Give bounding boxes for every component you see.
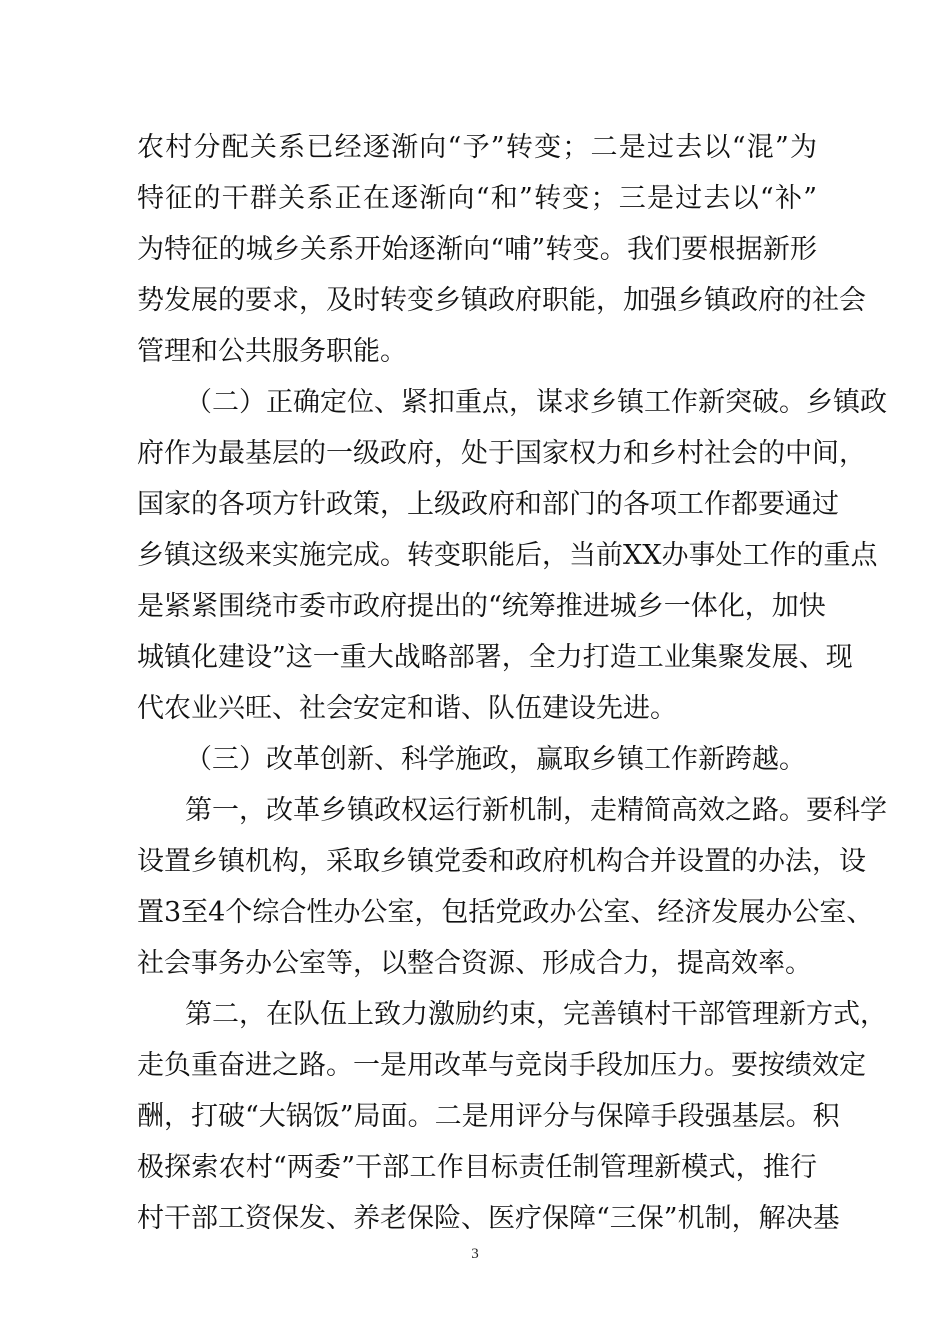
text-line: 设置乡镇机构，采取乡镇党委和政府机构合并设置的办法，设 [137, 846, 866, 877]
text-line: 代农业兴旺、社会安定和谐、队伍建设先进。 [137, 693, 677, 724]
text-line: 置3至4个综合性办公室，包括党政办公室、经济发展办公室、 [137, 897, 874, 928]
text-line: 是紧紧围绕市委市政府提出的“统筹推进城乡一体化，加快 [137, 591, 826, 622]
text-line: （三）改革创新、科学施政，赢取乡镇工作新跨越。 [185, 744, 806, 775]
text-line: 特征的干群关系正在逐渐向“和”转变；三是过去以“补” [137, 183, 817, 214]
text-line: 农村分配关系已经逐渐向“予”转变；二是过去以“混”为 [137, 132, 817, 163]
text-line: 为特征的城乡关系开始逐渐向“哺”转变。我们要根据新形 [137, 234, 817, 265]
text-line: 酬，打破“大锅饭”局面。二是用评分与保障手段强基层。积 [137, 1101, 840, 1132]
text-line: 走负重奋进之路。一是用改革与竞岗手段加压力。要按绩效定 [137, 1050, 866, 1081]
text-line: 极探索农村“两委”干部工作目标责任制管理新模式，推行 [137, 1152, 817, 1183]
text-line: 势发展的要求，及时转变乡镇政府职能，加强乡镇政府的社会 [137, 285, 866, 316]
text-line: 国家的各项方针政策，上级政府和部门的各项工作都要通过 [137, 489, 839, 520]
text-line: （二）正确定位、紧扣重点，谋求乡镇工作新突破。乡镇政 [185, 387, 887, 418]
text-line: 乡镇这级来实施完成。转变职能后，当前XX办事处工作的重点 [137, 540, 878, 571]
text-line: 村干部工资保发、养老保险、医疗保障“三保”机制，解决基 [137, 1203, 840, 1234]
text-line: 府作为最基层的一级政府，处于国家权力和乡村社会的中间， [137, 438, 866, 469]
text-line: 社会事务办公室等，以整合资源、形成合力，提高效率。 [137, 948, 812, 979]
page-number: 3 [471, 1246, 479, 1262]
text-line: 城镇化建设”这一重大战略部署，全力打造工业集聚发展、现 [137, 642, 853, 673]
text-line: 管理和公共服务职能。 [137, 336, 407, 367]
text-line: 第二，在队伍上致力激励约束，完善镇村干部管理新方式， [185, 999, 887, 1030]
text-line: 第一，改革乡镇政权运行新机制，走精简高效之路。要科学 [185, 795, 887, 826]
